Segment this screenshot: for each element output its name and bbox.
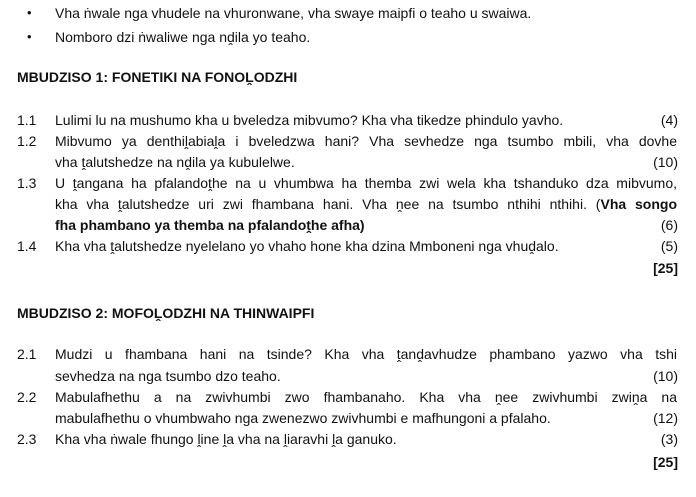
question-2-3: 2.3 Kha vha ṅwale fhungo ḽine ḽa vha na ḽiaravhi ḽa ganuko. (3) [17,431,678,447]
bullet-icon: • [27,5,32,20]
section-total: [25] [653,454,678,470]
question-mark: (5) [660,238,678,254]
question-mark: (6) [660,217,678,233]
section-heading: MBUDZISO 2: MOFOḼODZHI NA THINWAIPFI [17,305,315,321]
section-total: [25] [653,260,678,276]
question-mark: (4) [660,112,678,128]
instruction-item: • Vha ṅwale nga vhudele na vhuronwane, vha swaye maipfi o teaho u swaiwa. [27,5,532,21]
question-mark: (12) [653,410,678,426]
question-mark: (10) [653,368,678,384]
section-heading: MBUDZISO 1: FONETIKI NA FONOḼODZHI [17,69,298,85]
question-1-4: 1.4 Kha vha ṱalutshedze nyelelano yo vhaho hone kha dzina Mmboneni nga vhuḓalo. (5) [17,238,678,254]
question-mark: (3) [660,431,678,447]
instruction-item: • Nomboro dzi ṅwaliwe nga nḓila yo teaho. [27,29,311,45]
question-1-1: 1.1 Lulimi lu na mushumo kha u bveledza mibvumo? Kha vha tikedze phindulo yavho. (4) [17,112,678,128]
question-mark: (10) [653,154,678,170]
bullet-icon: • [27,29,32,44]
